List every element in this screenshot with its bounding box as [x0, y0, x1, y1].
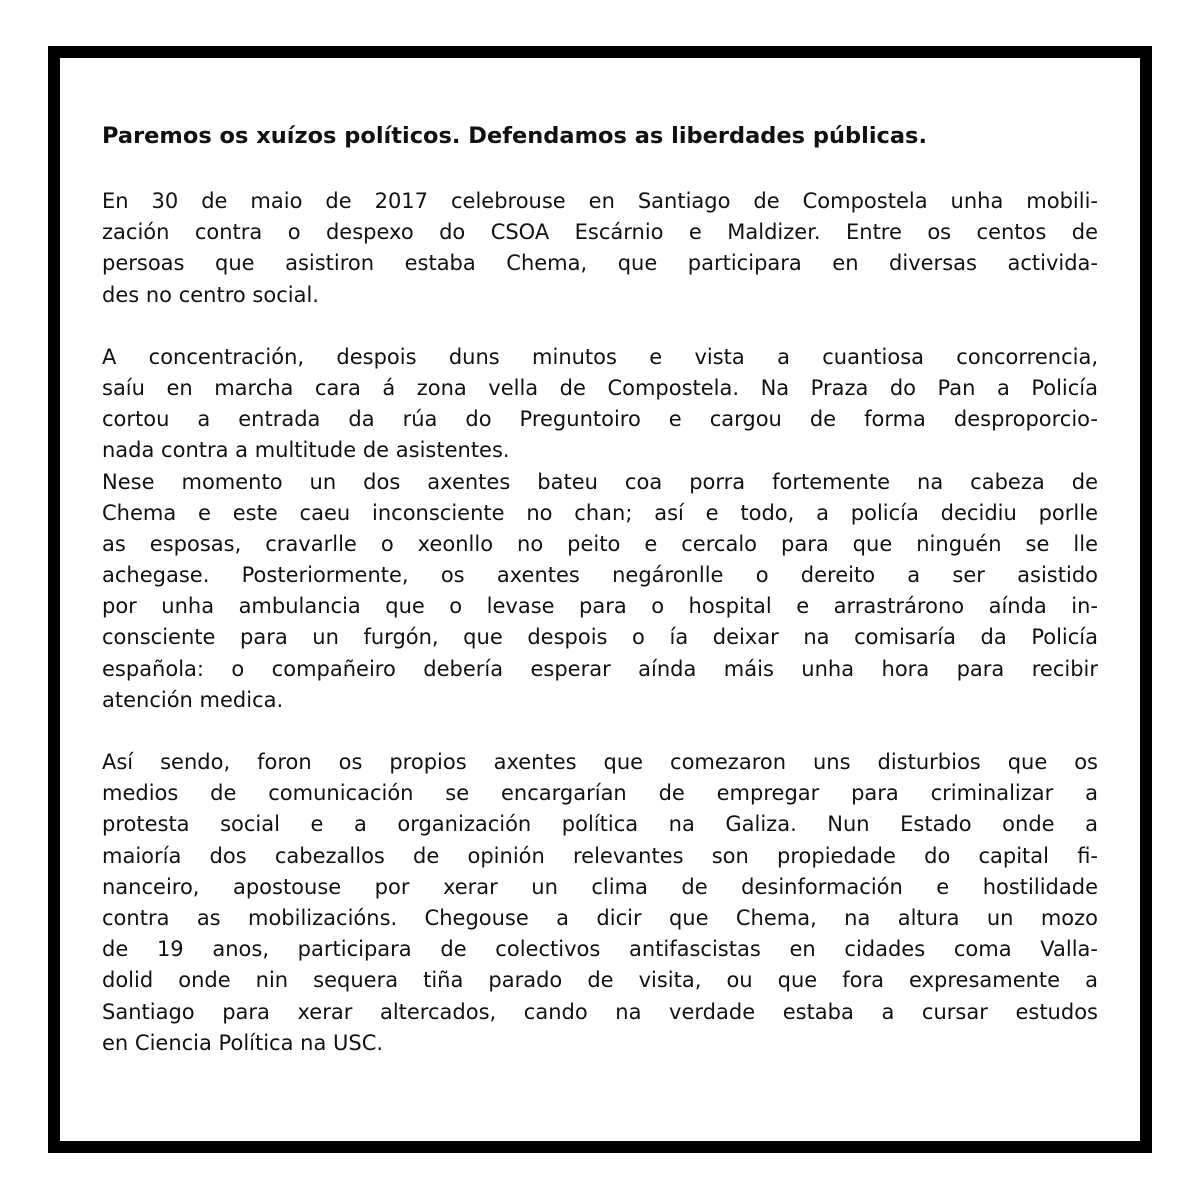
text-line: achegase. Posteriormente, os axentes negáronlle o dereito a ser asistido — [102, 563, 1098, 588]
text-line: consciente para un furgón, que despois o ía deixar na comisaría da Policía — [102, 625, 1098, 650]
paragraph-1 — [102, 186, 1098, 311]
text-line: cortou a entrada da rúa do Preguntoiro e cargou de forma desproporcio- — [102, 407, 1098, 432]
text-line: Así sendo, foron os propios axentes que comezaron uns disturbios que os — [102, 750, 1098, 774]
text-line: as esposas, cravarlle o xeonllo no peito e cercalo para que ninguén se lle — [102, 531, 1098, 556]
text-line: protesta social e a organización política na Galiza. Nun Estado onde a — [102, 812, 1098, 837]
text-line: Chema e este caeu inconsciente no chan; así e todo, a policía decidiu porlle — [102, 500, 1098, 525]
text-line: en Ciencia Política na USC. — [102, 1030, 384, 1055]
document-title: Paremos os xuízos políticos. Defendamos as liberdades públicas. — [102, 123, 927, 149]
text-line: zación contra o despexo do CSOA Escárnio e Maldizer. Entre os centos de — [102, 220, 1098, 245]
text-line: des no centro social. — [102, 282, 319, 307]
text-line: Santiago para xerar altercados, cando na verdade estaba a cursar estudos — [102, 999, 1098, 1024]
paragraph-2 — [102, 342, 1098, 467]
text-line: contra as mobilizacións. Chegouse a dicir que Chema, na altura un mozo — [102, 905, 1098, 930]
text-line: A concentración, despois duns minutos e vista a cuantiosa concorrencia, — [102, 344, 1098, 369]
text-line: por unha ambulancia que o levase para o hospital e arrastrárono aínda in- — [102, 594, 1098, 619]
paragraph-3 — [102, 467, 1098, 717]
text-line: En 30 de maio de 2017 celebrouse en Santiago de Compostela unha mobili- — [102, 189, 1098, 213]
text-line: saíu en marcha cara á zona vella de Compostela. Na Praza do Pan a Policía — [102, 375, 1098, 400]
text-line: dolid onde nin sequera tiña parado de visita, ou que fora expresamente a — [102, 968, 1098, 993]
text-line: nada contra a multitude de asistentes. — [102, 438, 510, 463]
text-line: medios de comunicación se encargarían de empregar para criminalizar a — [102, 781, 1098, 806]
text-line: persoas que asistiron estaba Chema, que participara en diversas activida- — [102, 251, 1098, 276]
text-line: nanceiro, apostouse por xerar un clima de desinformación e hostilidade — [102, 874, 1098, 899]
text-line: atención medica. — [102, 687, 284, 712]
document-body — [102, 116, 1098, 1059]
text-line: Nese momento un dos axentes bateu coa porra fortemente na cabeza de — [102, 469, 1098, 494]
text-line: maioría dos cabezallos de opinión relevantes son propiedade do capital fi- — [102, 843, 1098, 868]
paragraph-4 — [102, 747, 1098, 1059]
text-line: de 19 anos, participara de colectivos antifascistas en cidades coma Valla- — [102, 937, 1098, 962]
text-line: española: o compañeiro debería esperar aínda máis unha hora para recibir — [102, 656, 1098, 681]
